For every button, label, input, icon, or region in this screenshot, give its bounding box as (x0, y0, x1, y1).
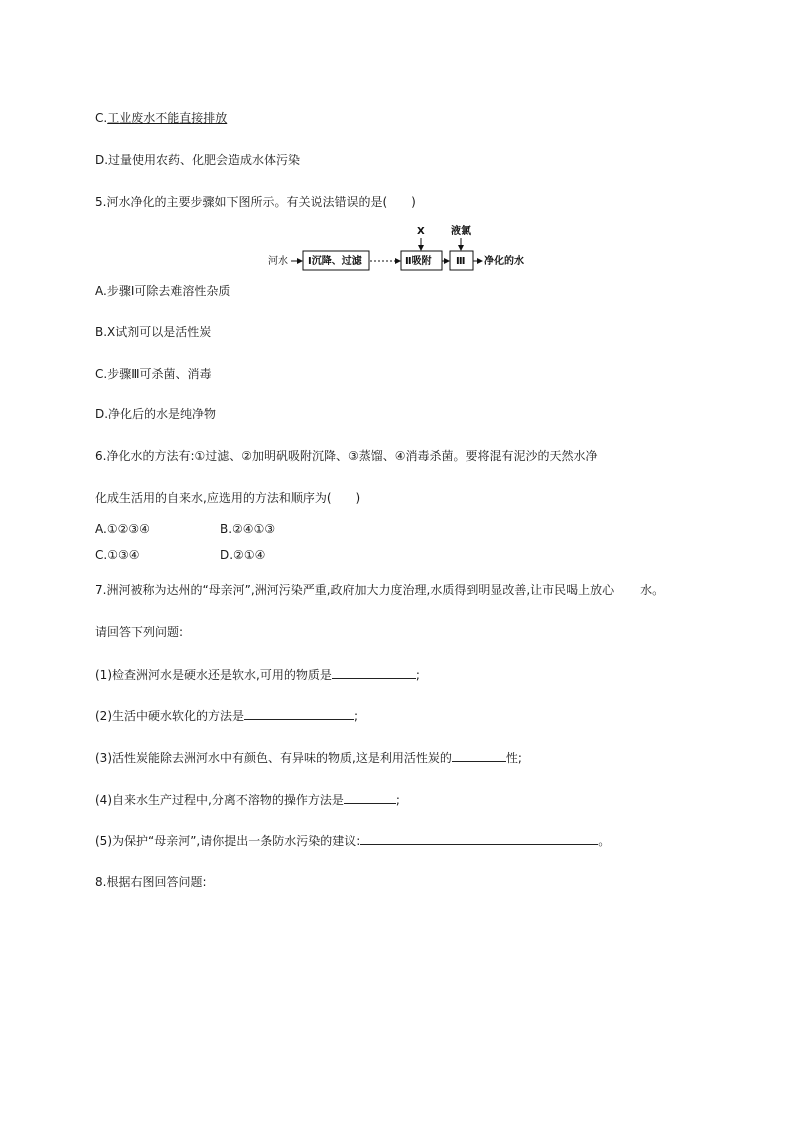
q7-sub5-end: 。 (598, 834, 611, 848)
q7-sub1-text: (1)检查洲河水是硬水还是软水,可用的物质是 (95, 668, 332, 682)
q7-sub3-answer-blank[interactable] (452, 749, 506, 762)
q4-option-d: D.过量使用农药、化肥会造成水体污染 (95, 153, 301, 167)
q7-sub5-answer-blank[interactable] (360, 832, 598, 845)
q5-option-c: C.步骤Ⅲ可杀菌、消毒 (95, 367, 212, 381)
q6-stem-line2: 化成生活用的自来水,应选用的方法和顺序为( ) (95, 491, 361, 505)
q7-stem (95, 582, 664, 598)
q6-option-b: B.②④①③ (220, 522, 276, 536)
diagram-step1-label: Ⅰ沉降、过滤 (308, 256, 362, 267)
diagram-input-label: 河水 (268, 256, 288, 267)
q5-option-b: B.X试剂可以是活性炭 (95, 325, 212, 339)
q7-prompt: 请回答下列问题: (95, 625, 184, 639)
q5-option-a: A.步骤Ⅰ可除去难溶性杂质 (95, 284, 231, 298)
q7-sub2-answer-blank[interactable] (244, 707, 354, 720)
q7-sub1-answer-blank[interactable] (332, 666, 416, 679)
q5-option-d: D.净化后的水是纯净物 (95, 407, 217, 421)
q7-sub3 (95, 749, 522, 766)
q7-sub3-end: 性; (505, 751, 522, 765)
q5-stem: 5.河水净化的主要步骤如下图所示。有关说法错误的是( ) (95, 195, 416, 209)
q4-option-c-text: 工业废水不能直接排放 (107, 111, 228, 125)
q7-sub1 (95, 666, 420, 683)
q4-option-c-prefix: C. (95, 111, 108, 125)
q7-sub5 (95, 832, 610, 849)
q7-sub3-text: (3)活性炭能除去洲河水中有颜色、有异味的物质,这是利用活性炭的 (95, 751, 452, 765)
water-purification-flow-diagram (0, 0, 794, 290)
q8-stem: 8.根据右图回答问题: (95, 875, 207, 889)
diagram-output-label: 净化的水 (484, 256, 524, 267)
q7-sub2-text: (2)生活中硬水软化的方法是 (95, 709, 244, 723)
q7-stem-end: 水。 (640, 583, 665, 597)
q7-sub2 (95, 707, 358, 724)
diagram-step3-label: Ⅲ (456, 256, 466, 267)
diagram-step2-label: Ⅱ吸附 (405, 256, 432, 267)
q6-option-d: D.②①④ (220, 548, 266, 562)
q6-stem-line1: 6.净化水的方法有:①过滤、②加明矾吸附沉降、③蒸馏、④消毒杀菌。要将混有泥沙的天然水净 (95, 449, 598, 463)
q7-sub4 (95, 791, 400, 808)
q7-sub4-end: ; (395, 793, 400, 807)
q7-sub4-answer-blank[interactable] (344, 791, 396, 804)
diagram-reagent-x: X (417, 226, 425, 237)
q7-stem-start: 7.洲河被称为达州的“母亲河”,洲河污染严重,政府加大力度治理,水质得到明显改善,让市民喝上放心 (95, 583, 615, 597)
q6-option-c: C.①③④ (95, 548, 140, 562)
q7-sub2-end: ; (354, 709, 359, 723)
q6-option-a: A.①②③④ (95, 522, 150, 536)
q7-sub4-text: (4)自来水生产过程中,分离不溶物的操作方法是 (95, 793, 344, 807)
q7-sub5-text: (5)为保护“母亲河”,请你提出一条防水污染的建议: (95, 834, 361, 848)
q7-sub1-end: ; (415, 668, 420, 682)
diagram-reagent-chlorine: 液氯 (451, 226, 471, 237)
